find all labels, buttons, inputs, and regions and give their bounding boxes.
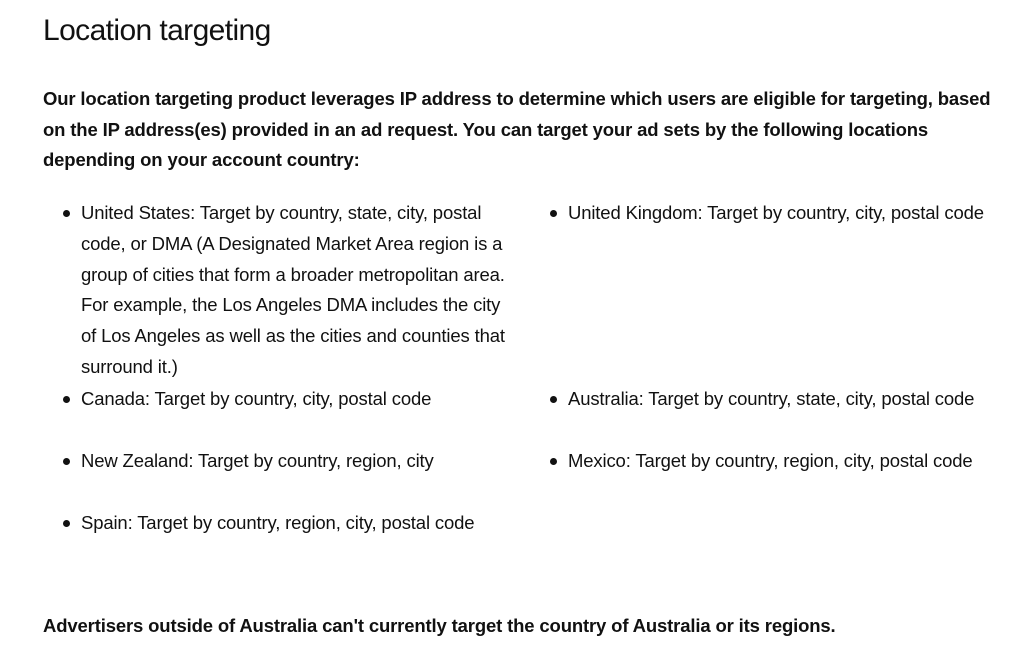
list-item-canada: Canada: Target by country, city, postal code <box>43 384 518 446</box>
list-item-mexico: Mexico: Target by country, region, city, postal code <box>530 446 1000 477</box>
page-title: Location targeting <box>43 14 271 47</box>
list-item-australia: Australia: Target by country, state, city, postal code <box>530 384 1000 446</box>
list-item-new-zealand: New Zealand: Target by country, region, city <box>43 446 518 508</box>
country-list-left <box>43 198 518 539</box>
list-item-united-states: United States: Target by country, state, city, postal code, or DMA (A Designated Market Area region is a group of cities that form a broader metropolitan area. For example, the Los Angeles DMA includes the city of Los Angeles as well as the cities and counties that surround it.) <box>43 198 518 384</box>
list-item-spain: Spain: Target by country, region, city, postal code <box>43 508 518 539</box>
country-list-right <box>530 198 1000 477</box>
intro-paragraph: Our location targeting product leverages IP address to determine which users are eligible for targeting, based on the IP address(es) provided in an ad request. You can target your ad sets by the following locations depending on your account country: <box>43 88 991 170</box>
list-item-united-kingdom: United Kingdom: Target by country, city, postal code <box>530 198 1000 384</box>
footer-note: Advertisers outside of Australia can't currently target the country of Australia or its regions. <box>43 615 836 636</box>
